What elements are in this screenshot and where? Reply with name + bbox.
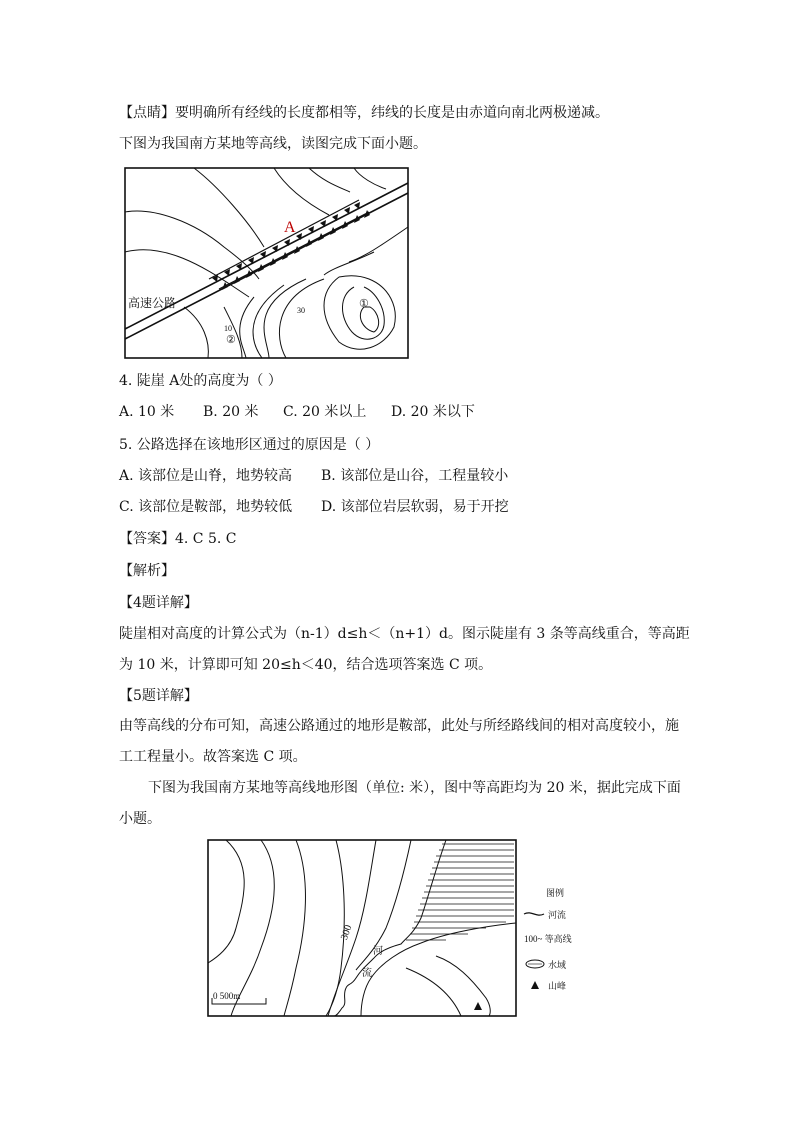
legend-title: 图例 [546,888,565,898]
analysis-heading: 【解析】 [119,563,175,579]
mark-2: ② [226,334,236,346]
q5-option-a: A. 该部位是山脊，地势较高 [119,468,293,484]
q4-detail-text-2: 为 10 米，计算即可知 20≤h＜40，结合选项答案选 C 项。 [119,657,493,673]
river-label-2: 流 [362,968,372,979]
q5-option-c: C. 该部位是鞍部，地势较低 [119,499,293,515]
river-legend-icon [524,913,544,915]
peak-legend-icon [531,981,539,989]
q4-stem: 4. 陡崖 A处的高度为（ ） [119,373,282,389]
label-highway: 高速公路 [128,296,177,310]
label-300: 300 [338,923,355,942]
answer: 【答案】4. C 5. C [119,531,237,547]
contour-map-1 [124,167,409,363]
mark-1: ① [359,298,369,310]
q5-stem: 5. 公路选择在该地形区通过的原因是（ ） [119,437,380,453]
legend-contour: 100~ 等高线 [524,934,572,944]
q4-detail-text-1: 陡崖相对高度的计算公式为（n-1）d≤h＜（n+1）d。图示陡崖有 3 条等高线重合，等高距 [119,626,690,642]
contour-map-2 [206,838,616,1024]
legend-peak: 山峰 [548,981,567,991]
intro-text-2-line-1: 下图为我国南方某地等高线地形图（单位: 米），图中等高距均为 20 米，据此完成下面 [148,780,681,796]
legend-water: 水域 [548,960,567,970]
q4-detail-heading: 【4题详解】 [119,595,198,611]
label-30: 30 [297,306,305,315]
intro-text-2-line-2: 小题。 [119,811,161,827]
q4-option-d: D. 20 米以下 [391,404,475,420]
label-10: 10 [224,324,232,333]
q5-detail-heading: 【5题详解】 [119,688,198,704]
scale-bar-label: 0 500m [213,991,241,1001]
q4-option-c: C. 20 米以上 [283,404,367,420]
label-A: A [284,219,296,236]
q5-option-b: B. 该部位是山谷，工程量较小 [321,468,509,484]
q4-option-b: B. 20 米 [203,404,259,420]
q5-options-row-1 [119,466,508,486]
river-label-1: 河 [373,946,383,957]
q4-options [119,402,475,422]
q5-options-row-2 [119,497,509,517]
q5-option-d: D. 该部位岩层软弱，易于开挖 [321,499,509,515]
q4-option-a: A. 10 米 [119,404,175,420]
q5-detail-text-2: 工工程量小。故答案选 C 项。 [119,749,307,765]
legend-river: 河流 [548,910,567,920]
tip-text: 【点睛】要明确所有经线的长度都相等，纬线的长度是由赤道向南北两极递减。 [119,105,609,121]
q5-detail-text-1: 由等高线的分布可知，高速公路通过的地形是鞍部，此处与所经路线间的相对高度较小，施 [119,718,679,734]
intro-text-1: 下图为我国南方某地等高线，读图完成下面小题。 [119,136,427,152]
